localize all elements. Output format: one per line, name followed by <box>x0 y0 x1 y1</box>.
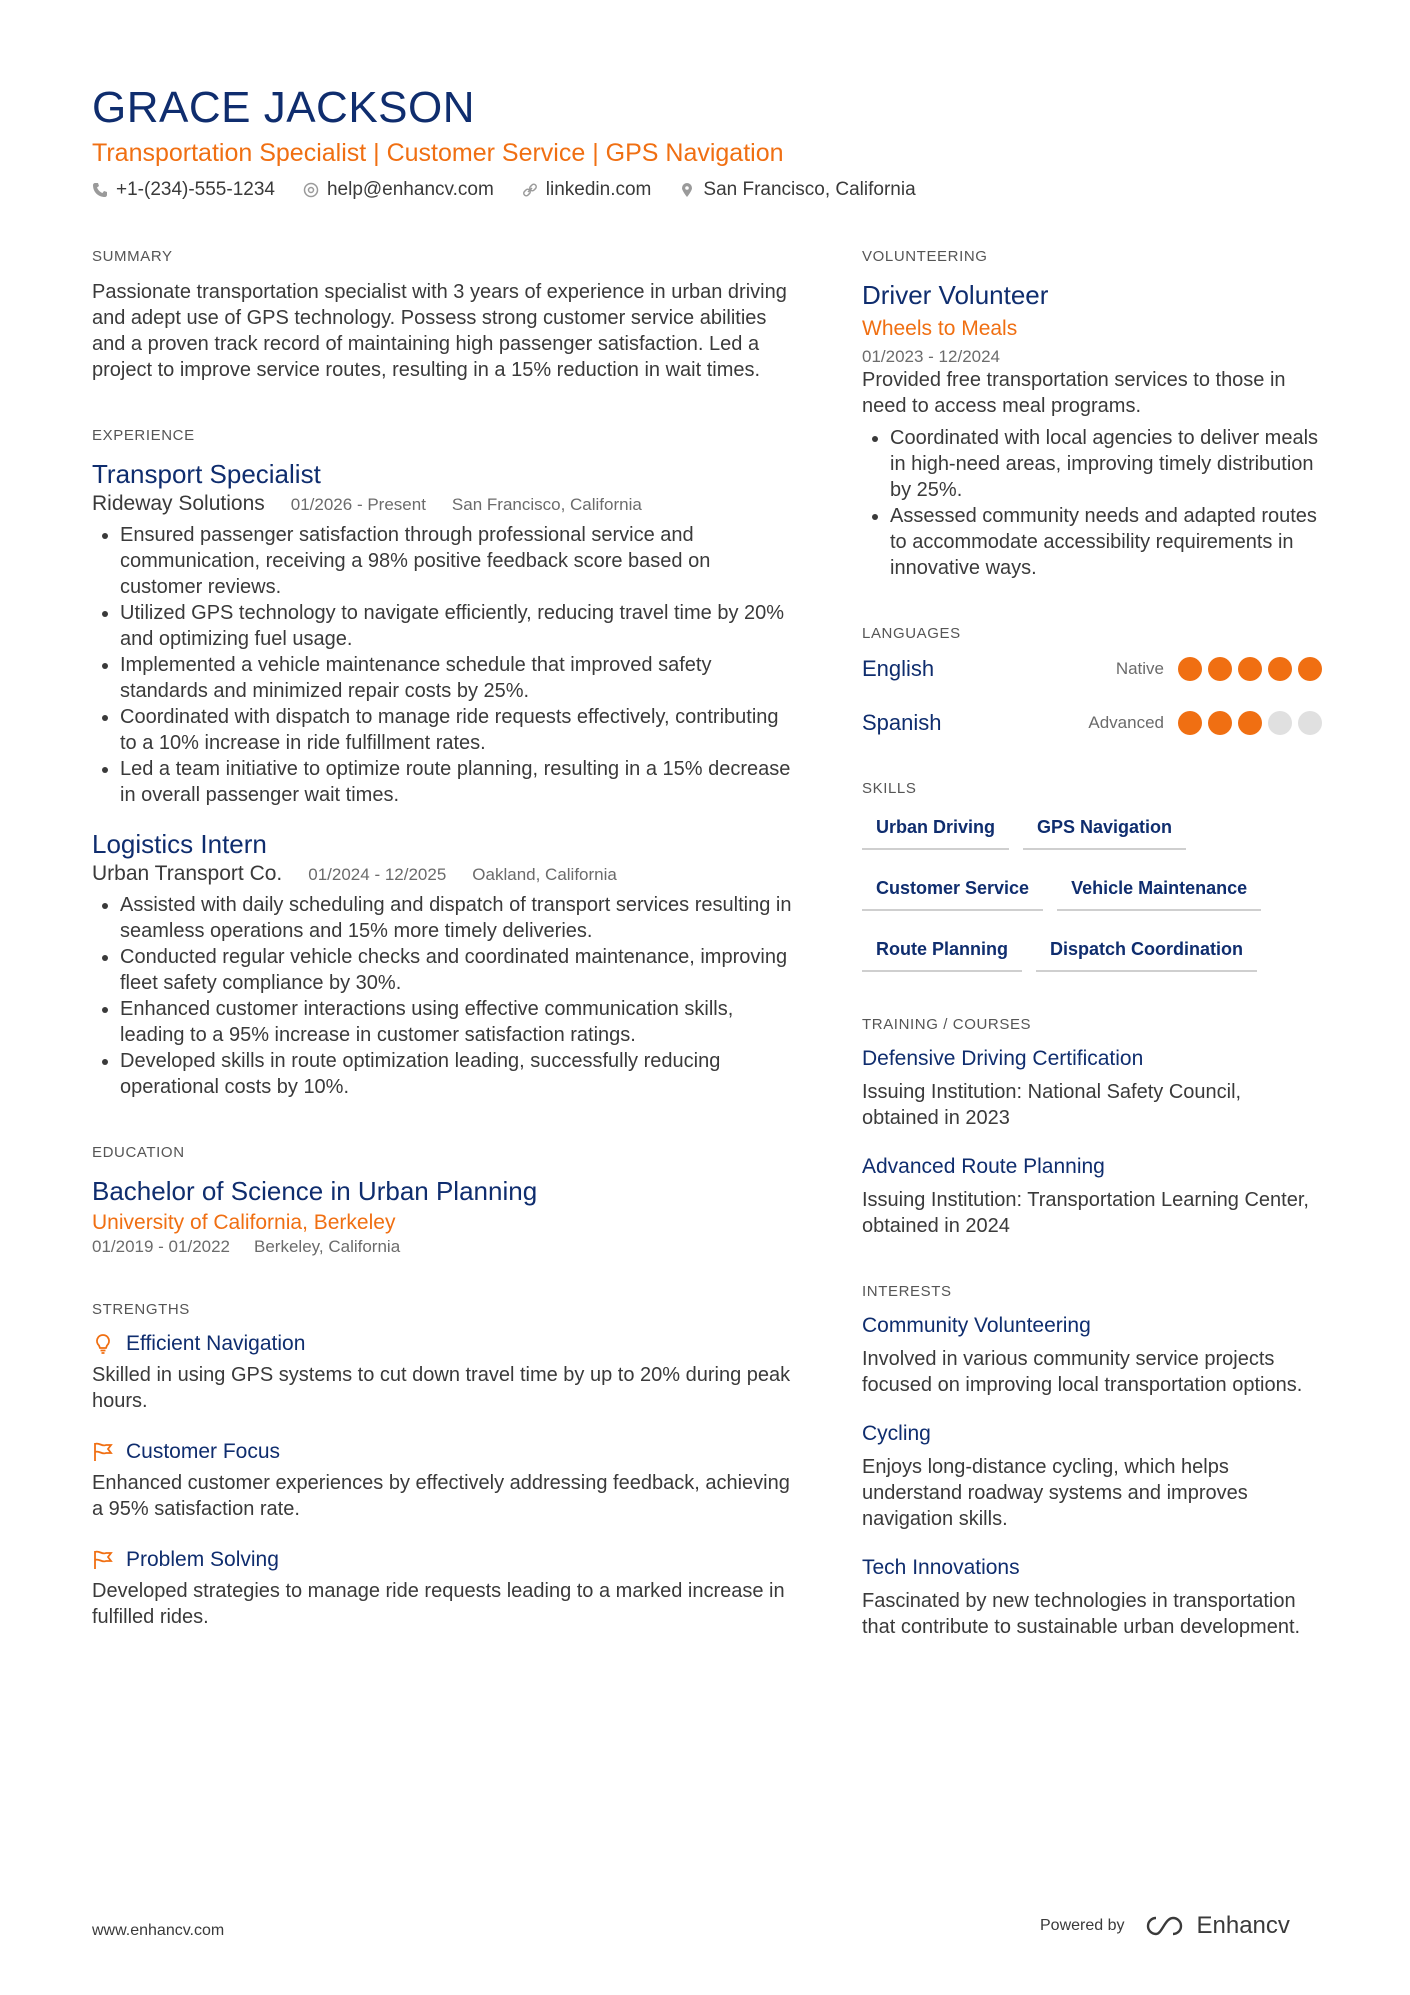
job-company: Urban Transport Co. <box>92 862 283 885</box>
language-level: Native <box>1115 659 1164 678</box>
job-meta <box>92 492 792 516</box>
volunteer-role: Driver Volunteer <box>862 280 1049 310</box>
location-pin-icon <box>679 182 695 198</box>
volunteer-description: Provided free transportation services to those in need to access meal programs. <box>862 369 1286 417</box>
section-title-strengths: STRENGTHS <box>92 1301 190 1318</box>
job-bullet: • Ensured passenger satisfaction through professional service and communication, receiving a 98% positive feedback score based on customer reviews. <box>120 522 792 600</box>
education-dates: 01/2019 - 01/2022 <box>92 1237 231 1256</box>
strength-title: Customer Focus <box>126 1440 281 1463</box>
job-meta <box>92 862 792 886</box>
contact-phone[interactable] <box>92 176 275 204</box>
course-title: Advanced Route Planning <box>862 1155 1105 1178</box>
interest-text: Enjoys long-distance cycling, which helps understand roadway systems and improves navigation skills. <box>862 1456 1248 1530</box>
section-title-education: EDUCATION <box>92 1144 185 1161</box>
rating-dot <box>1268 657 1292 681</box>
skill-tag: Route Planning <box>862 933 1022 972</box>
course-title: Defensive Driving Certification <box>862 1047 1144 1070</box>
contact-location <box>679 176 915 204</box>
at-icon <box>303 182 319 198</box>
location-text: San Francisco, California <box>703 179 916 200</box>
rating-dot <box>1178 711 1202 735</box>
rating-dot <box>1208 657 1232 681</box>
job-bullets <box>92 522 792 808</box>
lightbulb-icon <box>92 1333 114 1355</box>
strength-head <box>92 1440 792 1464</box>
job-bullet: • Enhanced customer interactions using effective communication skills, leading to a 95% increase in customer satisfaction ratings. <box>120 996 792 1048</box>
job-bullet: • Led a team initiative to optimize route planning, resulting in a 15% decrease in overall passenger wait times. <box>120 756 792 808</box>
section-title-interests: INTERESTS <box>862 1283 952 1300</box>
rating-dot <box>1268 711 1292 735</box>
job-location: Oakland, California <box>472 865 617 884</box>
experience-section <box>92 427 792 1100</box>
skill-tag: Vehicle Maintenance <box>1057 872 1261 911</box>
strength-text: Developed strategies to manage ride requests leading to a marked increase in fulfilled rides. <box>92 1580 785 1628</box>
language-name: Spanish <box>862 710 942 735</box>
education-degree: Bachelor of Science in Urban Planning <box>92 1176 538 1206</box>
job-dates: 01/2024 - 12/2025 <box>308 865 447 884</box>
education-location: Berkeley, California <box>254 1237 401 1256</box>
languages-section <box>862 625 1322 736</box>
rating-dot <box>1298 711 1322 735</box>
language-row <box>862 656 1322 682</box>
strength-title: Problem Solving <box>126 1548 279 1571</box>
strength-head <box>92 1548 792 1572</box>
job-bullet: • Implemented a vehicle maintenance schedule that improved safety standards and minimized repair costs by 25%. <box>120 652 792 704</box>
headline: Transportation Specialist | Customer Service | GPS Navigation <box>92 139 784 167</box>
course-item <box>862 1047 1322 1131</box>
interest-title: Tech Innovations <box>862 1556 1020 1579</box>
email-text: help@enhancv.com <box>326 179 494 200</box>
strength-text: Enhanced customer experiences by effectively addressing feedback, achieving a 95% satisfaction rate. <box>92 1472 790 1520</box>
skill-tag: Dispatch Coordination <box>1036 933 1257 972</box>
summary-text: Passionate transportation specialist with 3 years of experience in urban driving and adept use of GPS technology. Possess strong customer service abilities and a proven track record of maintaining high passenger satisfaction. Led a project to improve service routes, resulting in a 15% reduction in wait times. <box>92 281 787 381</box>
interest-item <box>862 1314 1322 1398</box>
contact-linkedin[interactable] <box>522 176 652 204</box>
interest-text: Fascinated by new technologies in transportation that contribute to sustainable urban development. <box>862 1590 1301 1638</box>
skill-tag: Urban Driving <box>862 811 1009 850</box>
footer-website[interactable]: www.enhancv.com <box>92 1922 225 1939</box>
flag-icon <box>92 1441 114 1463</box>
education-section <box>92 1144 792 1257</box>
interest-text: Involved in various community service projects focused on improving local transportation options. <box>862 1348 1303 1396</box>
language-level: Advanced <box>1088 713 1164 732</box>
rating-dot <box>1238 711 1262 735</box>
contact-email[interactable] <box>303 176 494 204</box>
left-column <box>92 248 792 1674</box>
rating-dot <box>1298 657 1322 681</box>
job-location: San Francisco, California <box>451 495 642 514</box>
interest-item <box>862 1556 1322 1640</box>
job-dates: 01/2026 - Present <box>290 495 426 514</box>
link-icon <box>522 182 538 198</box>
training-section <box>862 1016 1322 1239</box>
job-bullet: • Coordinated with dispatch to manage ride requests effectively, contributing to a 10% increase in ride fulfillment rates. <box>120 704 792 756</box>
linkedin-text: linkedin.com <box>545 179 652 200</box>
rating-dot <box>1208 711 1232 735</box>
education-meta <box>92 1237 792 1257</box>
language-level-group <box>1088 711 1322 735</box>
strength-item <box>92 1440 792 1522</box>
volunteer-bullets <box>862 425 1322 581</box>
job-entry <box>92 828 792 1100</box>
enhancv-logo-icon <box>1143 1913 1189 1939</box>
interest-item <box>862 1422 1322 1532</box>
skills-list <box>862 811 1322 972</box>
flag-icon <box>92 1549 114 1571</box>
volunteer-bullet: • Assessed community needs and adapted routes to accommodate accessibility requirements in innovative ways. <box>890 503 1322 581</box>
summary-section <box>92 248 792 383</box>
brand-logo <box>1143 1912 1290 1940</box>
language-row <box>862 710 1322 736</box>
phone-text: +1-(234)-555-1234 <box>116 179 275 200</box>
job-entry <box>92 458 792 808</box>
rating-dot <box>1238 657 1262 681</box>
strength-title: Efficient Navigation <box>126 1332 306 1355</box>
section-title-summary: SUMMARY <box>92 248 173 265</box>
language-level-group <box>1116 657 1322 681</box>
skill-tag: Customer Service <box>862 872 1043 911</box>
language-name: English <box>862 656 935 681</box>
strength-item <box>92 1332 792 1414</box>
course-text: Issuing Institution: Transportation Learning Center, obtained in 2024 <box>862 1189 1309 1237</box>
course-item <box>862 1155 1322 1239</box>
education-school: University of California, Berkeley <box>92 1211 396 1234</box>
course-text: Issuing Institution: National Safety Council, obtained in 2023 <box>862 1081 1242 1129</box>
skill-tag: GPS Navigation <box>1023 811 1186 850</box>
job-bullet: • Assisted with daily scheduling and dispatch of transport services resulting in seamless operations and 15% more timely deliveries. <box>120 892 792 944</box>
section-title-languages: LANGUAGES <box>862 625 961 642</box>
job-bullet: • Utilized GPS technology to navigate efficiently, reducing travel time by 20% and optimizing fuel usage. <box>120 600 792 652</box>
language-rating <box>1178 711 1322 735</box>
interests-section <box>862 1283 1322 1640</box>
skills-section <box>862 780 1322 972</box>
section-title-experience: EXPERIENCE <box>92 427 195 444</box>
volunteer-org: Wheels to Meals <box>862 317 1018 340</box>
brand-name: Enhancv <box>1196 1912 1290 1939</box>
resume-header <box>92 80 1322 204</box>
interest-title: Cycling <box>862 1422 931 1445</box>
candidate-name: GRACE JACKSON <box>92 83 476 132</box>
job-bullet: • Conducted regular vehicle checks and coordinated maintenance, improving fleet safety compliance by 30%. <box>120 944 792 996</box>
strength-text: Skilled in using GPS systems to cut down travel time by up to 20% during peak hours. <box>92 1364 791 1412</box>
strengths-section <box>92 1301 792 1630</box>
volunteer-dates: 01/2023 - 12/2024 <box>862 347 1001 366</box>
volunteering-section <box>862 248 1322 581</box>
powered-by-label: Powered by <box>1040 1917 1125 1934</box>
contact-bar <box>92 176 1322 204</box>
strength-item <box>92 1548 792 1630</box>
section-title-volunteering: VOLUNTEERING <box>862 248 988 265</box>
right-column <box>862 248 1322 1684</box>
phone-icon <box>92 182 108 198</box>
volunteer-bullet: • Coordinated with local agencies to deliver meals in high-need areas, improving timely distribution by 25%. <box>890 425 1322 503</box>
section-title-skills: SKILLS <box>862 780 917 797</box>
section-title-training: TRAINING / COURSES <box>862 1016 1032 1033</box>
job-title: Transport Specialist <box>92 459 321 489</box>
strength-head <box>92 1332 792 1356</box>
job-bullet: • Developed skills in route optimization leading, successfully reducing operational costs by 10%. <box>120 1048 792 1100</box>
interest-title: Community Volunteering <box>862 1314 1091 1337</box>
job-title: Logistics Intern <box>92 829 267 859</box>
job-company: Rideway Solutions <box>92 492 265 515</box>
footer-branding[interactable] <box>1040 1912 1290 1940</box>
language-rating <box>1178 657 1322 681</box>
job-bullets <box>92 892 792 1100</box>
rating-dot <box>1178 657 1202 681</box>
